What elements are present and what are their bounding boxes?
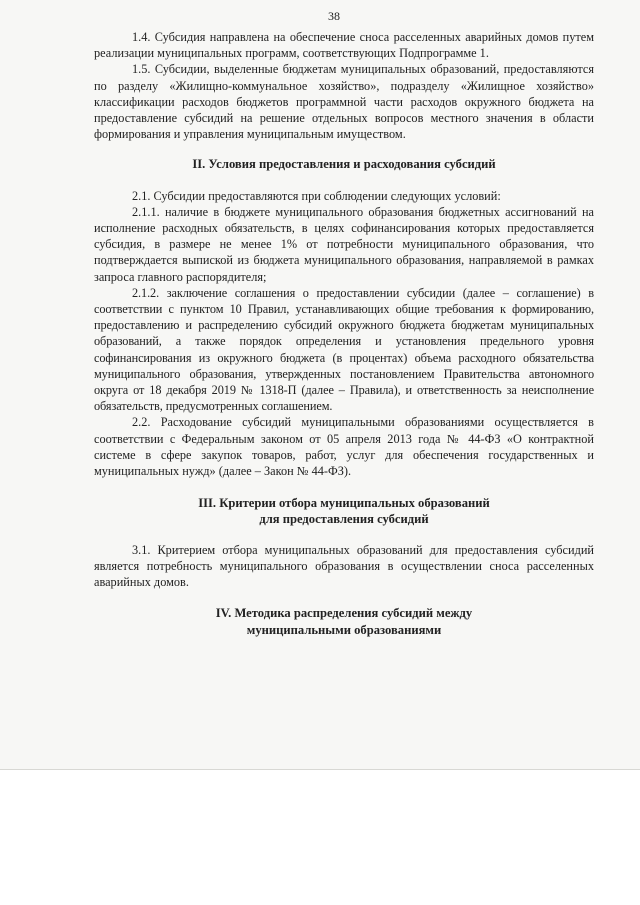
paragraph-2-2: 2.2. Расходование субсидий муниципальными образованиями осуществляется в соответствии с Федеральным законом от 05 апреля 2013 года № 44-ФЗ «О контрактной системе в сфере закупок товаров, работ, услуг для обеспечения государственных и муниципальных нужд» (далее – Закон № 44-ФЗ).: [94, 415, 594, 479]
paragraph-2-1: 2.1. Субсидии предоставляются при соблюдении следующих условий:: [132, 188, 501, 203]
section-3-heading: [94, 495, 594, 527]
section-3-heading-line-2: для предоставления субсидий: [259, 512, 429, 527]
paragraph-1-4: 1.4. Субсидия направлена на обеспечение сноса расселенных аварийных домов путем реализации муниципальных программ, соответствующих Подпрограмме 1.: [94, 30, 594, 61]
section-4-heading-line-1: IV. Методика распределения субсидий между: [215, 606, 473, 621]
page-number: 38: [328, 9, 340, 23]
paragraph-2-1-2: 2.1.2. заключение соглашения о предоставлении субсидии (далее – соглашение) в соответствии с пунктом 10 Правил, устанавливающих общие требования к формированию, предоставлению и распределению субсидий окружного бюджета бюджетам муниципальных образований, а также порядок определения и установления предельного уровня софинансирования из окружного бюджета (в процентах) объема расходного обязательства муниципального образования, утвержденных постановлением Правительства автономного округа от 18 декабря 2019 № 1318-П (далее – Правила), и ответственность за неисполнение обязательств, предусмотренных соглашением.: [94, 285, 594, 414]
paragraph-3-1: 3.1. Критерием отбора муниципальных образований для предоставления субсидий является потребность муниципального образования в осуществлении сноса расселенных аварийных домов.: [94, 542, 594, 590]
section-4-heading-line-2: муниципальными образованиями: [246, 622, 442, 637]
section-2-heading: II. Условия предоставления и расходования субсидий: [192, 157, 496, 172]
paragraph-1-5: 1.5. Субсидии, выделенные бюджетам муниципальных образований, предоставляются по разделу «Жилищно-коммунальное хозяйство», подразделу «Жилищное хозяйство» классификации расходов бюджетов программной части расходов окружного бюджета на предоставление субсидий на решение отдельных вопросов местного значения в области формирования и управления муниципальным имуществом.: [94, 62, 594, 142]
section-4-heading: [94, 605, 594, 637]
paragraph-2-1-1: 2.1.1. наличие в бюджете муниципального образования бюджетных ассигнований на исполнение расходных обязательств, в целях софинансирования которых предоставляется субсидия, в размере не менее 1% от потребности муниципального образования, что подтверждается выпиской из бюджета муниципального образования, направляемой в рамках запроса главного распорядителя;: [94, 204, 594, 284]
section-3-heading-line-1: III. Критерии отбора муниципальных образований: [198, 496, 490, 511]
